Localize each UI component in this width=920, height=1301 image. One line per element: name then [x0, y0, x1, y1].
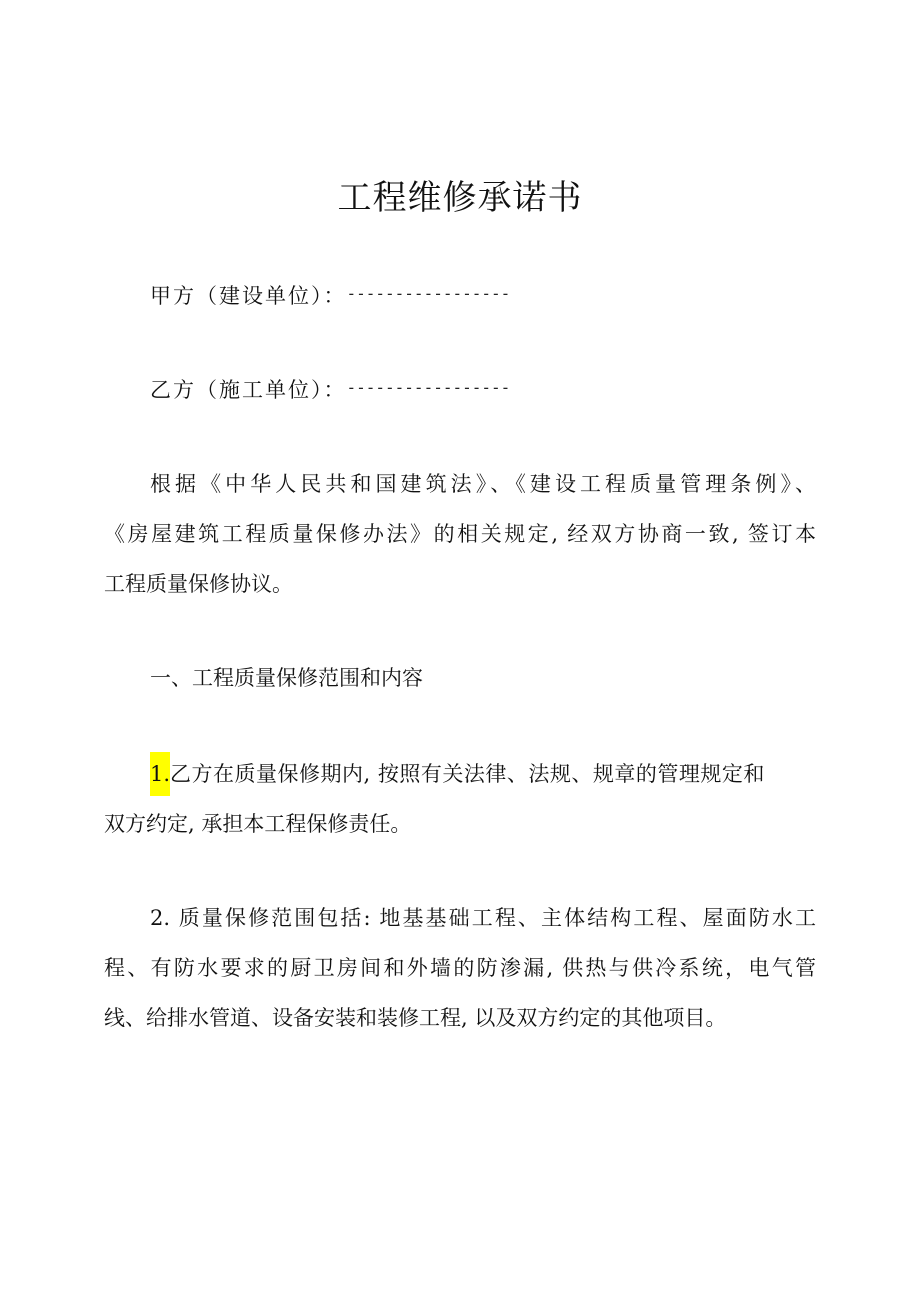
- section-1-heading: 一、工程质量保修范围和内容: [150, 666, 423, 690]
- item-2-line-3: 线、给排水管道、设备安装和装修工程, 以及双方约定的其他项目。: [104, 1006, 727, 1030]
- party-a-blank: -----------------: [346, 284, 511, 303]
- party-b-line: [150, 366, 816, 412]
- party-a-label: 甲方（建设单位）：: [150, 284, 347, 308]
- document-title: 工程维修承诺书: [337, 178, 583, 218]
- item-2-line-2: 程、有防水要求的厨卫房间和外墙的防渗漏, 供热与供冷系统，电气管: [104, 956, 816, 980]
- item-2-line-1: 2. 质量保修范围包括: 地基基础工程、主体结构工程、屋面防水工: [150, 906, 816, 930]
- item-1-text: 乙方在质量保修期内, 按照有关法律、法规、规章的管理规定和: [170, 762, 765, 786]
- intro-line-2: 《房屋建筑工程质量保修办法》的相关规定, 经双方协商一致, 签订本: [104, 522, 816, 546]
- item-1-line-2: 双方约定, 承担本工程保修责任。: [104, 812, 412, 836]
- item-1-line-1: [150, 752, 816, 796]
- intro-line-1: 根据《中华人民共和国建筑法》、《建设工程质量管理条例》、: [150, 472, 816, 496]
- item-1-number-highlight: 1.: [150, 752, 170, 796]
- intro-line-3: 工程质量保修协议。: [104, 572, 293, 596]
- party-a-line: [150, 272, 816, 318]
- party-b-label: 乙方（施工单位）：: [150, 378, 347, 402]
- party-b-blank: -----------------: [346, 378, 511, 397]
